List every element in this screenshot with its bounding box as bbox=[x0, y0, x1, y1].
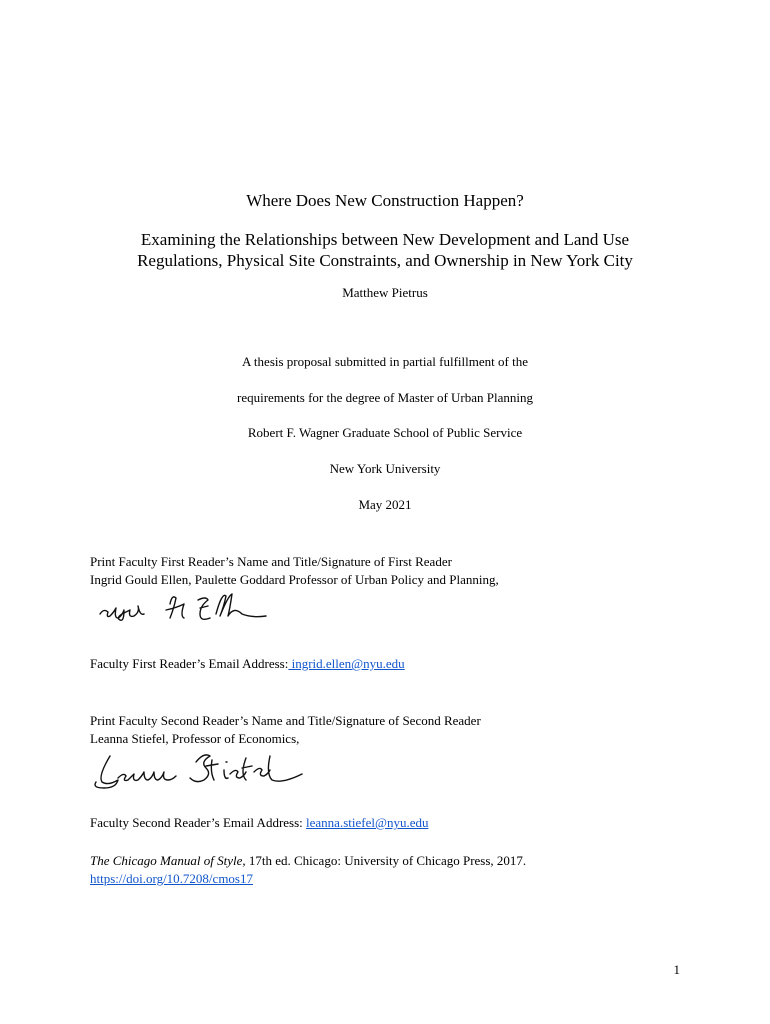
submission-line: A thesis proposal submitted in partial fulfillment of the bbox=[242, 354, 528, 369]
first-reader-signature bbox=[90, 590, 280, 630]
first-reader-email-label: Faculty First Reader’s Email Address: bbox=[90, 656, 289, 671]
document-subtitle bbox=[0, 229, 770, 271]
citation-url-link[interactable]: https://doi.org/10.7208/cmos17 bbox=[90, 871, 253, 886]
second-reader-email-label: Faculty Second Reader’s Email Address: bbox=[90, 815, 303, 830]
school-name: Robert F. Wagner Graduate School of Public Service bbox=[247, 425, 523, 440]
second-reader-heading: Print Faculty Second Reader’s Name and Title/Signature of Second Reader bbox=[90, 713, 481, 728]
citation-details: 17th ed. Chicago: University of Chicago Press, 2017. bbox=[245, 853, 527, 868]
citation-url-line bbox=[90, 871, 253, 887]
author-name: Matthew Pietrus bbox=[342, 285, 428, 300]
citation-line bbox=[90, 853, 526, 869]
first-reader-heading: Print Faculty First Reader’s Name and Title/Signature of First Reader bbox=[90, 554, 452, 569]
citation-book-title: The Chicago Manual of Style, bbox=[90, 853, 246, 868]
submission-date: May 2021 bbox=[358, 497, 412, 512]
subtitle-line-1: Examining the Relationships between New Development and Land Use bbox=[140, 230, 630, 249]
second-reader-email-line bbox=[90, 815, 428, 831]
page-number: 1 bbox=[673, 962, 680, 977]
second-reader-signature bbox=[90, 748, 310, 790]
first-reader-name-title: Ingrid Gould Ellen, Paulette Goddard Professor of Urban Policy and Planning, bbox=[90, 572, 499, 587]
university-name: New York University bbox=[329, 461, 441, 476]
second-reader-email-link[interactable]: leanna.stiefel@nyu.edu bbox=[306, 815, 429, 830]
document-title: Where Does New Construction Happen? bbox=[246, 191, 524, 210]
subtitle-line-2: Regulations, Physical Site Constraints, and Ownership in New York City bbox=[137, 251, 633, 270]
second-reader-name-title: Leanna Stiefel, Professor of Economics, bbox=[90, 731, 300, 746]
submission-line: requirements for the degree of Master of Urban Planning bbox=[236, 390, 533, 405]
first-reader-email-line bbox=[90, 656, 405, 672]
first-reader-email-link[interactable]: ingrid.ellen@nyu.edu bbox=[288, 656, 405, 671]
